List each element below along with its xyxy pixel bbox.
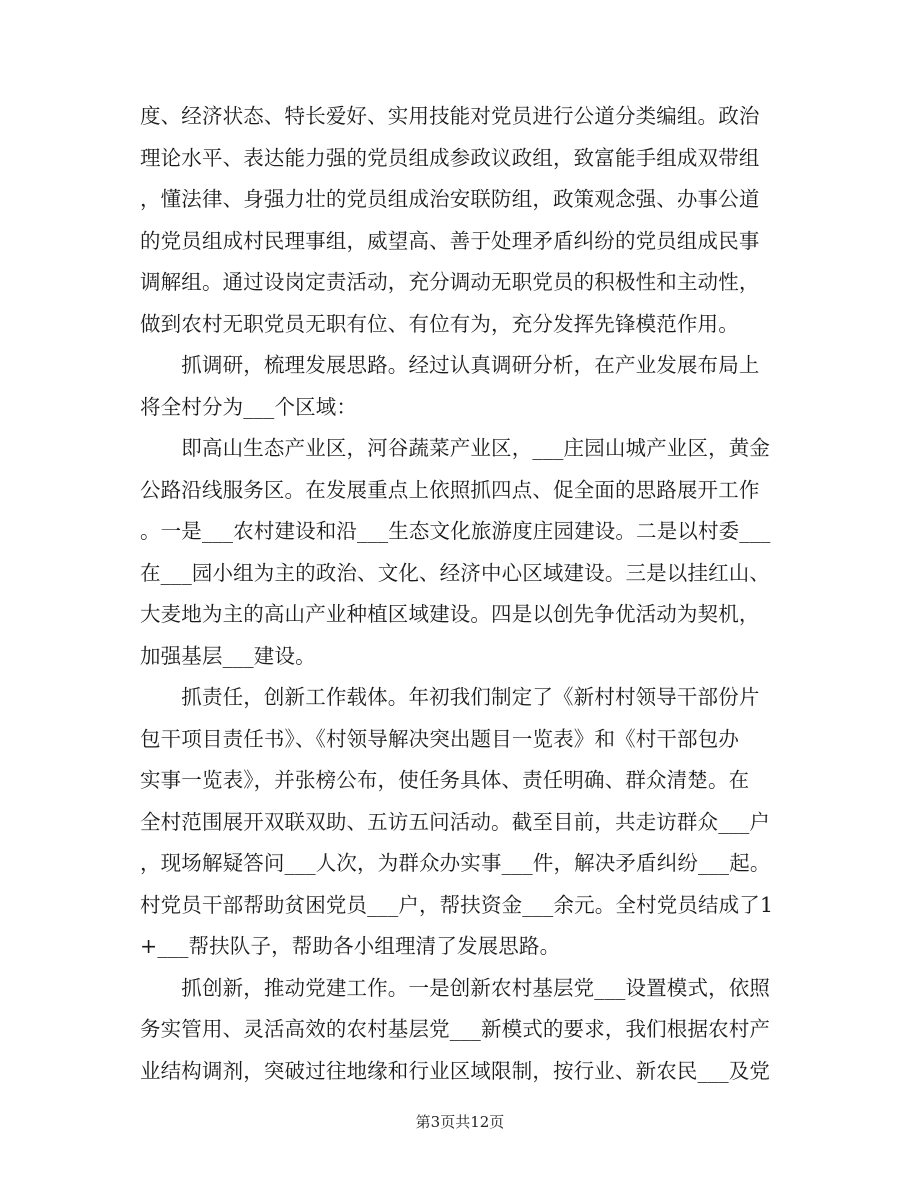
text-line: 抓责任，创新工作载体。年初我们制定了《新村村领导干部份片 xyxy=(140,685,760,709)
text-line: 理论水平、表达能力强的党员组成参政议政组，致富能手组成双带组 xyxy=(140,145,760,170)
text-line: 抓创新，推动党建工作。一是创新农村基层党___设置模式，依照 xyxy=(140,975,771,1000)
text-line: ，懂法律、身强力壮的党员组成治安联防组，政策观念强、办事公道 xyxy=(140,187,760,211)
text-line: 实事一览表》，并张榜公布，使任务具体、责任明确、群众清楚。在 xyxy=(140,768,750,792)
text-line: 做到农村无职党员无职有位、有位有为，充分发挥先锋模范作用。 xyxy=(140,311,739,336)
text-line: 的党员组成村民理事组，威望高、善于处理矛盾纠纷的党员组成民事 xyxy=(140,228,760,253)
text-line: 即高山生态产业区，河谷蔬菜产业区，___庄园山城产业区，黄金 xyxy=(140,436,771,460)
text-line: 在___园小组为主的政治、文化、经济中心区域建设。三是以挂红山、 xyxy=(140,560,771,585)
text-line: 将全村分为___个区域： xyxy=(140,394,358,419)
text-line: 务实管用、灵活高效的农村基层党___新模式的要求，我们根据农村产 xyxy=(140,1017,771,1041)
text-line: 村党员干部帮助贫困党员___户，帮扶资金___余元。全村党员结成了1 xyxy=(140,892,774,917)
text-line: 度、经济状态、特长爱好、实用技能对党员进行公道分类编组。政治 xyxy=(140,104,760,128)
text-line: 调解组。通过设岗定责活动，充分调动无职党员的积极性和主动性， xyxy=(140,270,760,294)
text-line: 抓调研，梳理发展思路。经过认真调研分析，在产业发展布局上 xyxy=(140,353,760,377)
text-line: 公路沿线服务区。在发展重点上依照抓四点、促全面的思路展开工作 xyxy=(140,477,760,502)
text-line: +___帮扶队子，帮助各小组理清了发展思路。 xyxy=(140,934,561,958)
page-number-footer: 第3页共12页 xyxy=(415,1113,505,1131)
document-body xyxy=(140,96,780,1092)
text-line: 。一是___农村建设和沿___生态文化旅游度庄园建设。二是以村委___ xyxy=(140,519,771,543)
text-line: 包干项目责任书》、《村领导解决突出题目一览表》和《村干部包办 xyxy=(140,726,739,751)
text-line: 全村范围展开双联双助、五访五问活动。截至目前，共走访群众___户 xyxy=(140,809,771,834)
text-line: 大麦地为主的高山产业种植区域建设。四是以创先争优活动为契机， xyxy=(140,602,760,626)
text-line: ，现场解疑答问___人次，为群众办实事___件，解决矛盾纠纷___起。 xyxy=(140,851,771,875)
text-line: 加强基层___建设。 xyxy=(140,643,316,668)
text-line: 业结构调剂，突破过往地缘和行业区域限制，按行业、新农民___及党 xyxy=(140,1058,771,1083)
